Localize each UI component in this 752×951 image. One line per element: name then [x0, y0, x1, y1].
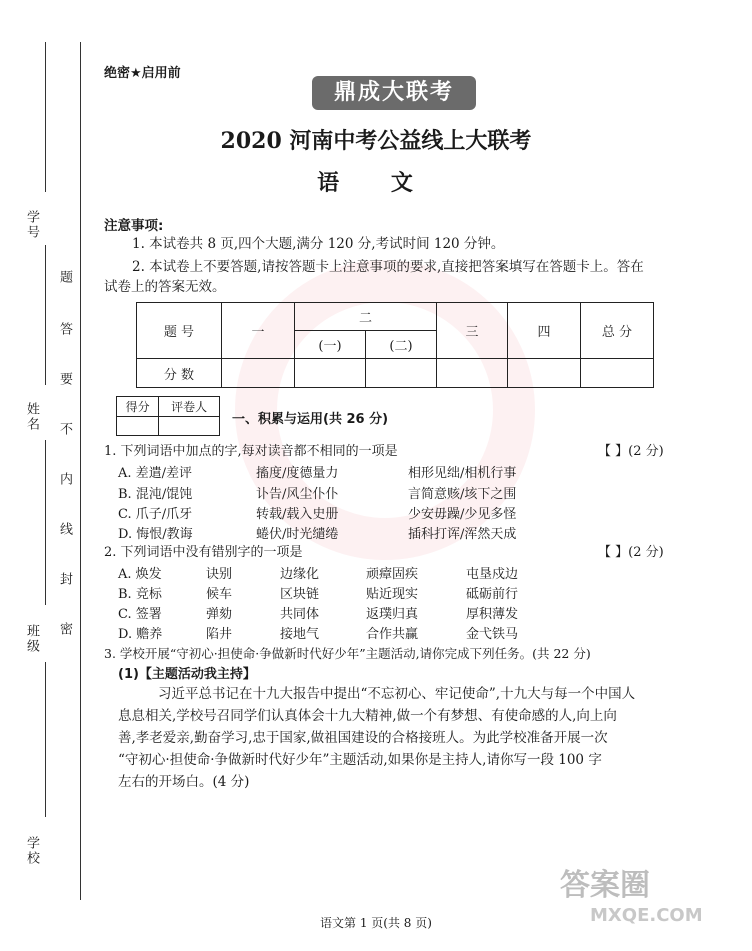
option-text: 金弋铁马	[466, 627, 519, 642]
seal-char: 不	[57, 422, 72, 437]
score-row-label: 分 数	[137, 359, 222, 388]
option-text: A. 焕发	[118, 567, 162, 582]
option-text: B. 竞标	[118, 587, 162, 602]
notice-item-2-cont: 试卷上的答案无效。	[104, 279, 226, 295]
q1-answer-bracket: 【 】(2 分)	[598, 444, 664, 459]
option-text: 相形见绌/相机行事	[408, 466, 517, 481]
score-cell	[222, 359, 295, 388]
notice-item-2: 2. 本试卷上不要答题,请按答题卡上注意事项的要求,直接把答案填写在答题卡上。答在	[132, 259, 644, 275]
option-text: 区块链	[280, 587, 320, 602]
option-text: 边缘化	[280, 567, 320, 582]
score-cell	[366, 359, 437, 388]
option-text: 转载/载入史册	[256, 507, 339, 522]
score-col-4: 四	[508, 303, 581, 359]
option-text: 接地气	[280, 627, 320, 642]
student-id-label: 学号	[24, 210, 39, 240]
option-text: 讣告/风尘仆仆	[256, 487, 339, 502]
seal-char: 线	[57, 522, 72, 537]
exam-logo: 鼎成大联考	[312, 76, 476, 110]
q3-paragraph-line: 习近平总书记在十九大报告中提出“不忘初心、牢记使命”,十九大与每一个中国人	[158, 686, 636, 702]
option-text: 插科打诨/浑然天成	[408, 527, 517, 542]
name-label: 姓名	[24, 402, 39, 432]
grader-cell	[159, 417, 220, 436]
grader-cell	[117, 417, 159, 436]
option-text: 候车	[206, 587, 233, 602]
q2-stem: 2. 下列词语中没有错别字的一项是	[104, 545, 303, 560]
q3-paragraph-line: 息息相关,学校号召同学们认真体会十九大精神,做一个有梦想、有使命感的人,向上向	[118, 708, 617, 724]
grader-person-label: 评卷人	[159, 397, 220, 417]
score-col-3: 三	[437, 303, 508, 359]
q3-stem: 3. 学校开展“守初心·担使命·争做新时代好少年”主题活动,请你完成下列任务。(共 22 分)	[104, 646, 591, 661]
q3-paragraph-line: “守初心·担使命·争做新时代好少年”主题活动,如果你是主持人,请你写一段 100 字	[118, 752, 602, 768]
q2-option-b	[0, 583, 752, 603]
subject-title: 语 文	[317, 170, 435, 196]
score-cell	[295, 359, 366, 388]
option-text: 搐度/度德量力	[256, 466, 339, 481]
option-text: D. 赡养	[118, 627, 163, 642]
q3-paragraph-line: 左右的开场白。(4 分)	[118, 774, 250, 790]
secret-label: 绝密★启用前	[104, 66, 181, 81]
page-footer: 语文第 1 页(共 8 页)	[320, 916, 432, 930]
exam-title: 2020 河南中考公益线上大联考	[220, 128, 532, 154]
option-text: 合作共赢	[366, 627, 419, 642]
q2-answer-bracket: 【 】(2 分)	[598, 545, 664, 560]
q3-sub-heading: (1)【主题活动我主持】	[118, 667, 256, 682]
name-line	[45, 245, 46, 385]
seal-char: 内	[57, 472, 72, 487]
option-text: C. 爪子/爪牙	[118, 507, 193, 522]
option-text: 弹劾	[206, 607, 233, 622]
score-col-2a: (一)	[295, 331, 366, 359]
option-text: B. 混沌/馄饨	[118, 487, 193, 502]
option-text: 蜷伏/时光缱绻	[256, 527, 339, 542]
q3-paragraph-line: 善,孝老爱亲,勤奋学习,忠于国家,做祖国建设的合格接班人。为此学校准备开展一次	[118, 730, 608, 746]
option-text: 屯垦戍边	[466, 567, 519, 582]
option-text: 共同体	[280, 607, 320, 622]
option-text: D. 悔恨/教诲	[118, 527, 193, 542]
q1-option-a	[0, 462, 752, 482]
option-text: 言简意赅/垓下之围	[408, 487, 517, 502]
score-col-2b: (二)	[366, 331, 437, 359]
watermark-logo: 答案圈	[560, 868, 650, 903]
score-cell	[581, 359, 654, 388]
notice-item-1: 1. 本试卷共 8 页,四个大题,满分 120 分,考试时间 120 分钟。	[132, 236, 505, 252]
q1-option-b	[0, 483, 752, 503]
notice-heading: 注意事项:	[104, 218, 164, 234]
q2-option-a	[0, 563, 752, 583]
grader-score-label: 得分	[117, 397, 159, 417]
school-label: 学校	[24, 836, 39, 866]
q2-option-d	[0, 623, 752, 643]
grader-table	[116, 396, 220, 436]
school-line	[45, 662, 46, 817]
score-table	[136, 302, 654, 388]
score-col-1: 一	[222, 303, 295, 359]
watermark-url: MXQE.COM	[590, 905, 703, 926]
seal-char: 答	[57, 322, 72, 337]
score-col-2: 二	[295, 303, 437, 331]
seal-char: 封	[57, 572, 72, 587]
q1-option-c	[0, 503, 752, 523]
seal-char: 密	[57, 622, 72, 637]
option-text: 厚积薄发	[466, 607, 519, 622]
option-text: A. 差遣/差评	[118, 466, 193, 481]
q2-option-c	[0, 603, 752, 623]
class-label: 班级	[24, 624, 39, 654]
option-text: 砥砺前行	[466, 587, 519, 602]
q1-option-d	[0, 523, 752, 543]
option-text: 少安毋躁/少见多怪	[408, 507, 517, 522]
option-text: 返璞归真	[366, 607, 419, 622]
option-text: C. 签署	[118, 607, 162, 622]
option-text: 陷井	[206, 627, 233, 642]
seal-char: 要	[57, 372, 72, 387]
score-cell	[508, 359, 581, 388]
score-cell	[437, 359, 508, 388]
score-col-total: 总 分	[581, 303, 654, 359]
option-text: 顽瘴固疾	[366, 567, 419, 582]
score-table-header: 题 号	[137, 303, 222, 359]
option-text: 诀别	[206, 567, 233, 582]
option-text: 贴近现实	[366, 587, 419, 602]
seal-char: 题	[57, 270, 72, 285]
q1-stem: 1. 下列词语中加点的字,每对读音都不相同的一项是	[104, 444, 398, 459]
section-1-title: 一、积累与运用(共 26 分)	[232, 412, 389, 427]
